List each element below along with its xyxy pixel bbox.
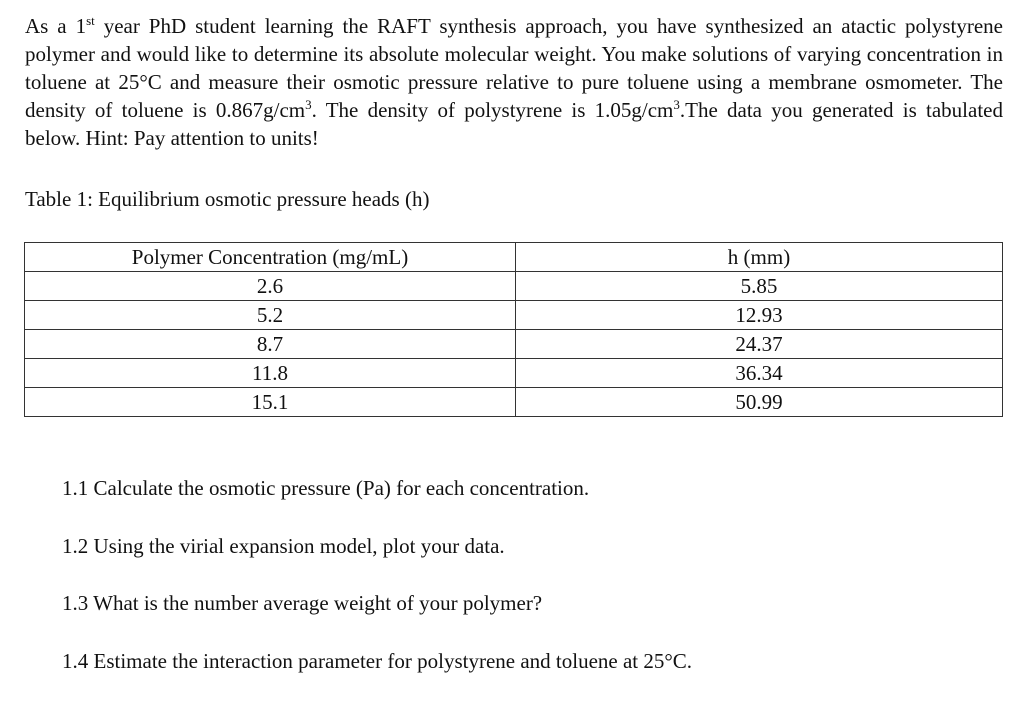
- table-row: [25, 330, 1003, 359]
- intro-text-3: . The density of polystyrene is 1.05g/cm: [312, 98, 674, 122]
- question-1-4: 1.4 Estimate the interaction parameter for polystyrene and toluene at 25°C.: [62, 647, 692, 704]
- header-concentration: Polymer Concentration (mg/mL): [25, 243, 516, 272]
- table-row: [25, 388, 1003, 417]
- header-h: h (mm): [516, 243, 1003, 272]
- intro-text-4: .The data you generated is tabulated below. Hint: Pay attention to units!: [25, 98, 1003, 150]
- table-caption: Table 1: Equilibrium osmotic pressure heads (h): [25, 185, 429, 213]
- intro-superscript-3b: 3: [673, 97, 680, 112]
- intro-paragraph: [25, 12, 1003, 152]
- concentration-cell: 15.1: [25, 388, 516, 417]
- intro-superscript-st: st: [86, 13, 95, 28]
- intro-text-2: year PhD student learning the RAFT synthesis approach, you have synthesized an atactic polystyrene polymer and would like to determine its absolute molecular weight. You make solutions of varying concentration in toluene at 25°C and measure their osmotic pressure relative to pure toluene using a membrane osmometer. The density of toluene is 0.867g/cm: [25, 14, 1003, 122]
- h-cell: 50.99: [516, 388, 1003, 417]
- h-cell: 5.85: [516, 272, 1003, 301]
- question-1-2: 1.2 Using the virial expansion model, plot your data.: [62, 532, 692, 590]
- concentration-cell: 11.8: [25, 359, 516, 388]
- h-cell: 12.93: [516, 301, 1003, 330]
- table-header-row: [25, 243, 1003, 272]
- h-cell: 36.34: [516, 359, 1003, 388]
- question-1-1: 1.1 Calculate the osmotic pressure (Pa) for each concentration.: [62, 474, 692, 532]
- intro-superscript-3a: 3: [305, 97, 312, 112]
- question-list: [62, 474, 692, 704]
- h-cell: 24.37: [516, 330, 1003, 359]
- concentration-cell: 2.6: [25, 272, 516, 301]
- table-row: [25, 272, 1003, 301]
- osmotic-pressure-table: [24, 242, 1003, 417]
- table-row: [25, 359, 1003, 388]
- concentration-cell: 5.2: [25, 301, 516, 330]
- table-row: [25, 301, 1003, 330]
- intro-text-1: As a 1: [25, 14, 86, 38]
- concentration-cell: 8.7: [25, 330, 516, 359]
- question-1-3: 1.3 What is the number average weight of your polymer?: [62, 589, 692, 647]
